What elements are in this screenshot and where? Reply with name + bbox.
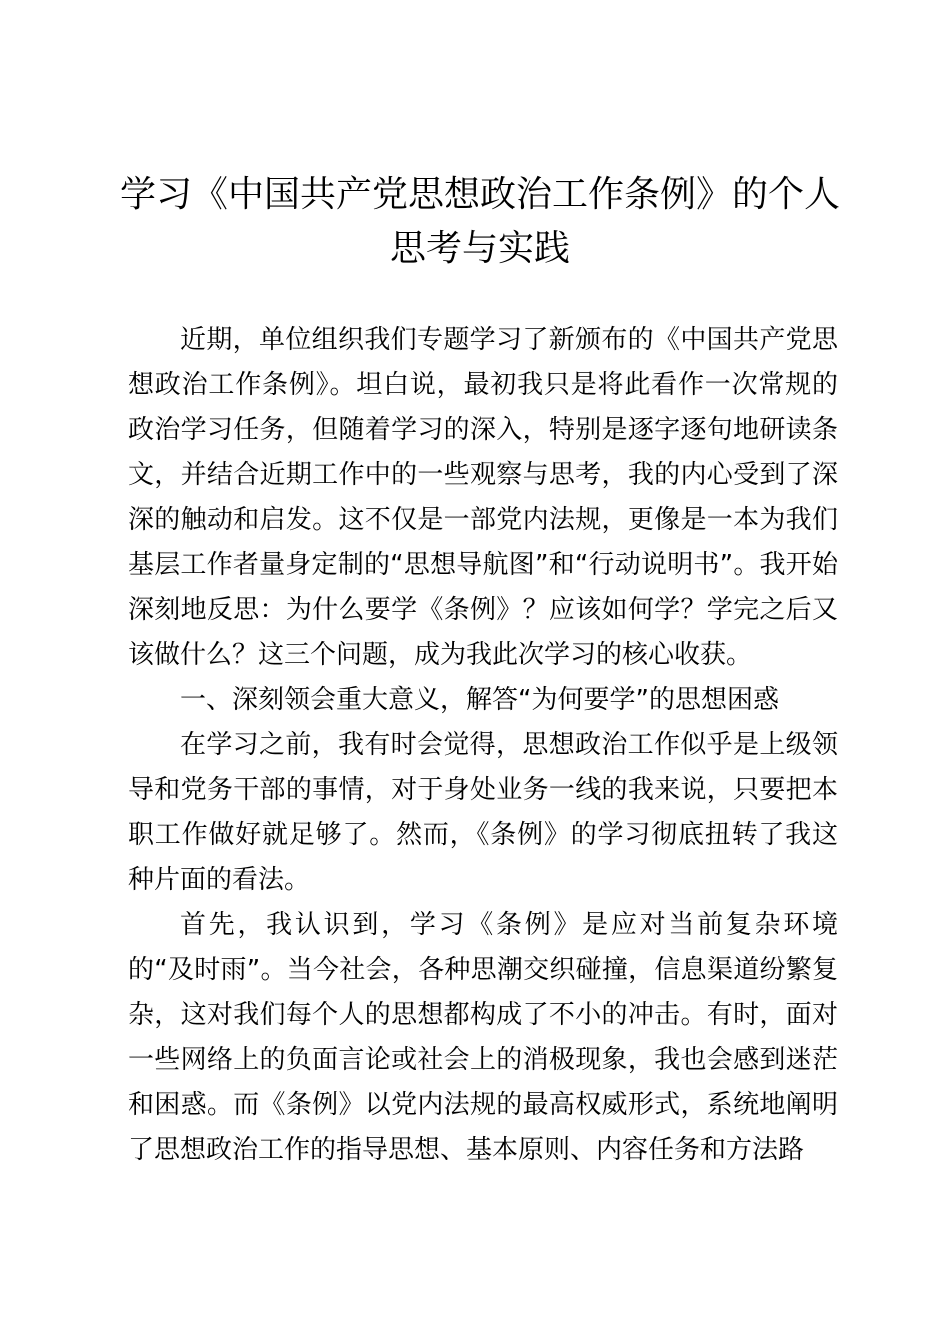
paragraph-intro: 近期，单位组织我们专题学习了新颁布的《中国共产党思想政治工作条例》。坦白说，最初我只是将此看作一次常规的政治学习任务，但随着学习的深入，特别是逐字逐句地研读条文，并结合近期工作中的一些观察与思考，我的内心受到了深深的触动和启发。这不仅是一部党内法规，更像是一本为我们基层工作者量身定制的“思想导航图”和“行动说明书”。我开始深刻地反思：为什么要学《条例》？应该如何学？学完之后又该做什么？这三个问题，成为我此次学习的核心收获。 (128, 325, 838, 670)
paragraph-first-point: 首先，我认识到，学习《条例》是应对当前复杂环境的“及时雨”。当今社会，各种思潮交织碰撞，信息渠道纷繁复杂，这对我们每个人的思想都构成了不小的冲击。有时，面对一些网络上的负面言论或社会上的消极现象，我也会感到迷茫和困惑。而《条例》以党内法规的最高权威形式，系统地阐明了思想政治工作的指导思想、基本原则、内容任务和方法路 (128, 910, 838, 1165)
paragraph-before-study: 在学习之前，我有时会觉得，思想政治工作似乎是上级领导和党务干部的事情，对于身处业务一线的我来说，只要把本职工作做好就足够了。然而，《条例》的学习彻底扭转了我这种片面的看法。 (128, 730, 838, 895)
section-heading-1: 一、深刻领会重大意义，解答“为何要学”的思想困惑 (180, 685, 779, 715)
document-body (128, 318, 838, 1173)
document-title: 学习《中国共产党思想政治工作条例》的个人思考与实践 (120, 174, 841, 269)
